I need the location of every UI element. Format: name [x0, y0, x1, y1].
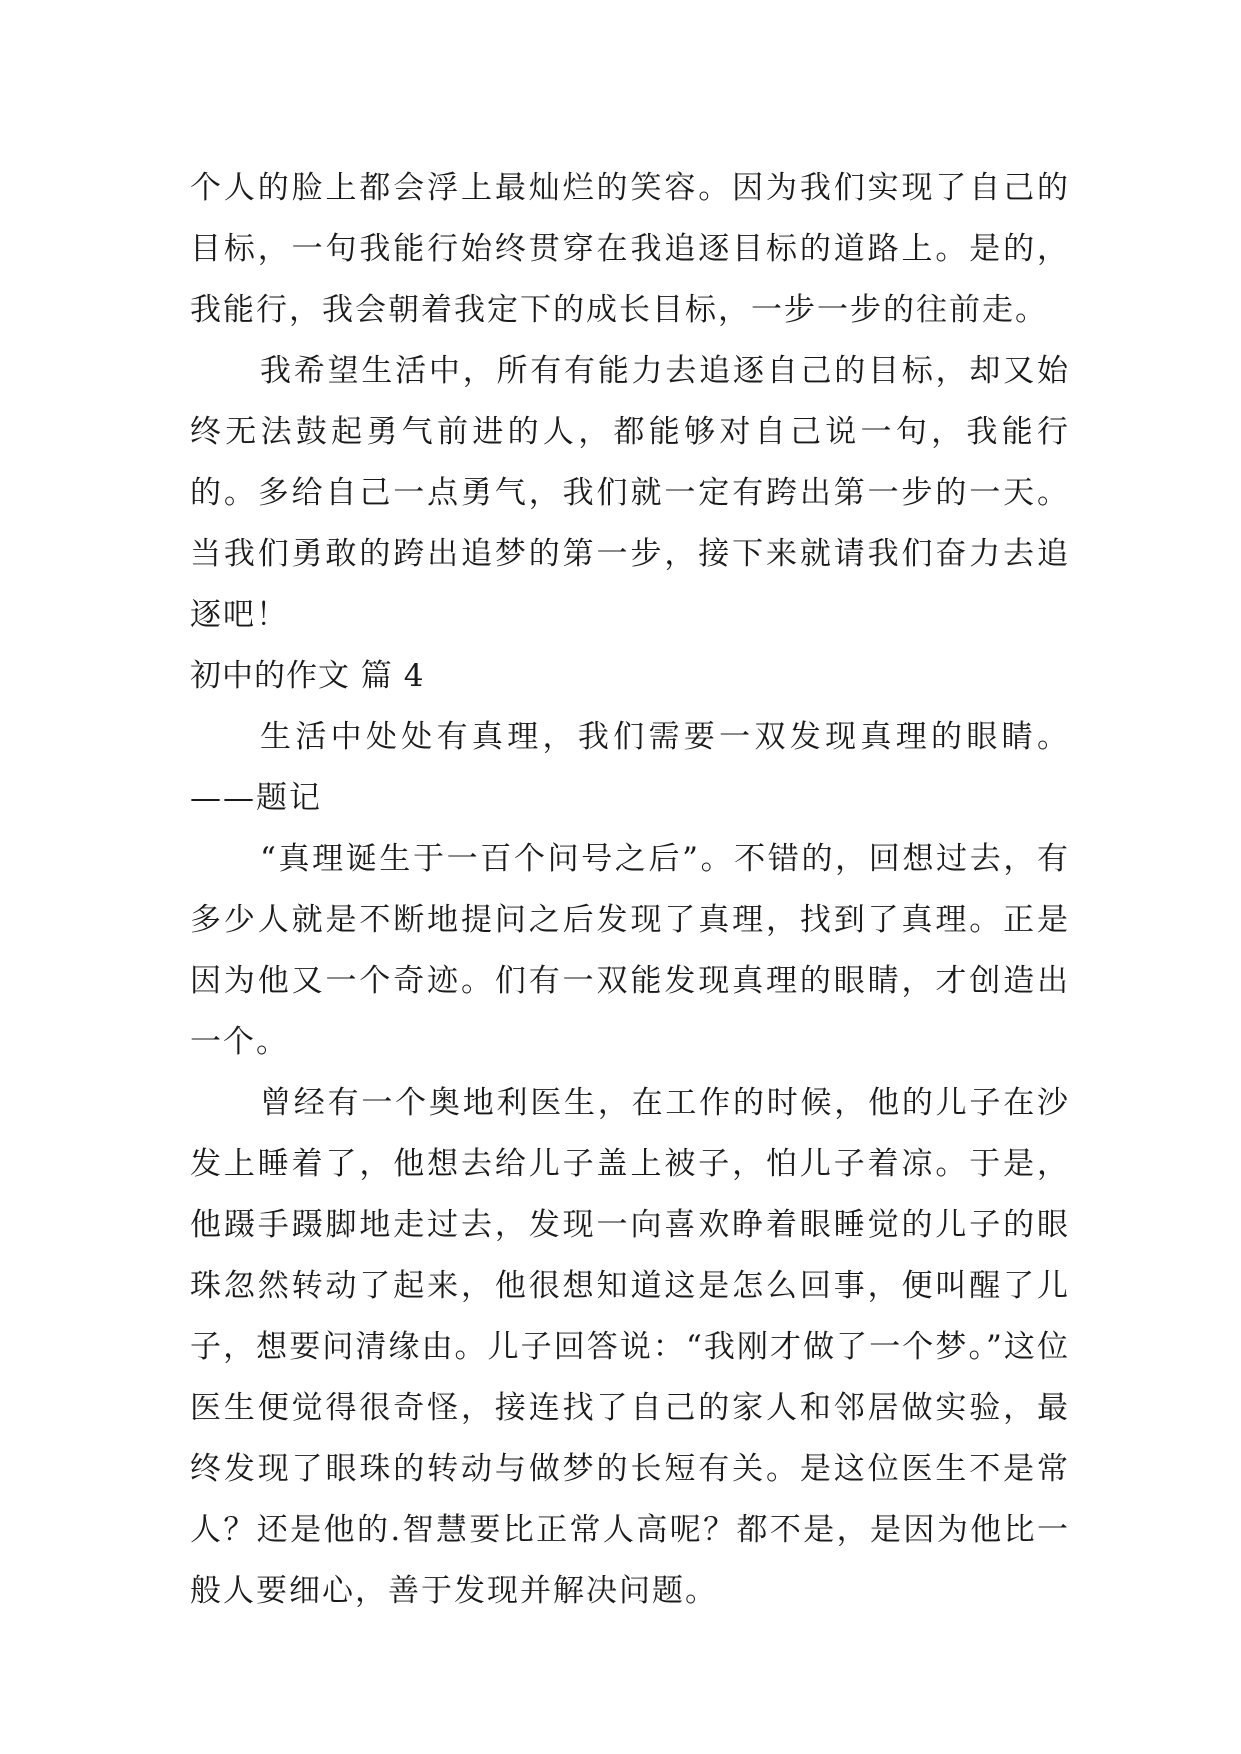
section-heading: 初中的作文 篇 4: [190, 658, 425, 694]
paragraph-1: 个人的脸上都会浮上最灿烂的笑容。因为我们实现了自己的目标，一句我能行始终贯穿在我追逐目标的道路上。是的，我能行，我会朝着我定下的成长目标，一步一步的往前走。: [190, 170, 1070, 328]
paragraph-3: 生活中处处有真理，我们需要一双发现真理的眼睛。——题记: [190, 719, 1070, 816]
paragraph-2: 我希望生活中，所有有能力去追逐自己的目标，却又始终无法鼓起勇气前进的人，都能够对自己说一句，我能行的。多给自己一点勇气，我们就一定有跨出第一步的一天。当我们勇敢的跨出追梦的第一步，接下来就请我们奋力去追逐吧！: [190, 353, 1070, 633]
paragraph-5: 曾经有一个奥地利医生，在工作的时候，他的儿子在沙发上睡着了，他想去给儿子盖上被子，怕儿子着凉。于是，他蹑手蹑脚地走过去，发现一向喜欢睁着眼睡觉的儿子的眼珠忽然转动了起来，他很想知道这是怎么回事，便叫醒了儿子，想要问清缘由。儿子回答说：“我刚才做了一个梦。”这位医生便觉得很奇怪，接连找了自己的家人和邻居做实验，最终发现了眼珠的转动与做梦的长短有关。是这位医生不是常人？还是他的.智慧要比正常人高呢？都不是，是因为他比一般人要细心，善于发现并解决问题。: [190, 1085, 1070, 1609]
paragraph-4: “真理诞生于一百个问号之后”。不错的，回想过去，有多少人就是不断地提问之后发现了真理，找到了真理。正是因为他又一个奇迹。们有一双能发现真理的眼睛，才创造出一个。: [190, 841, 1070, 1060]
document-body: [190, 158, 1070, 1622]
